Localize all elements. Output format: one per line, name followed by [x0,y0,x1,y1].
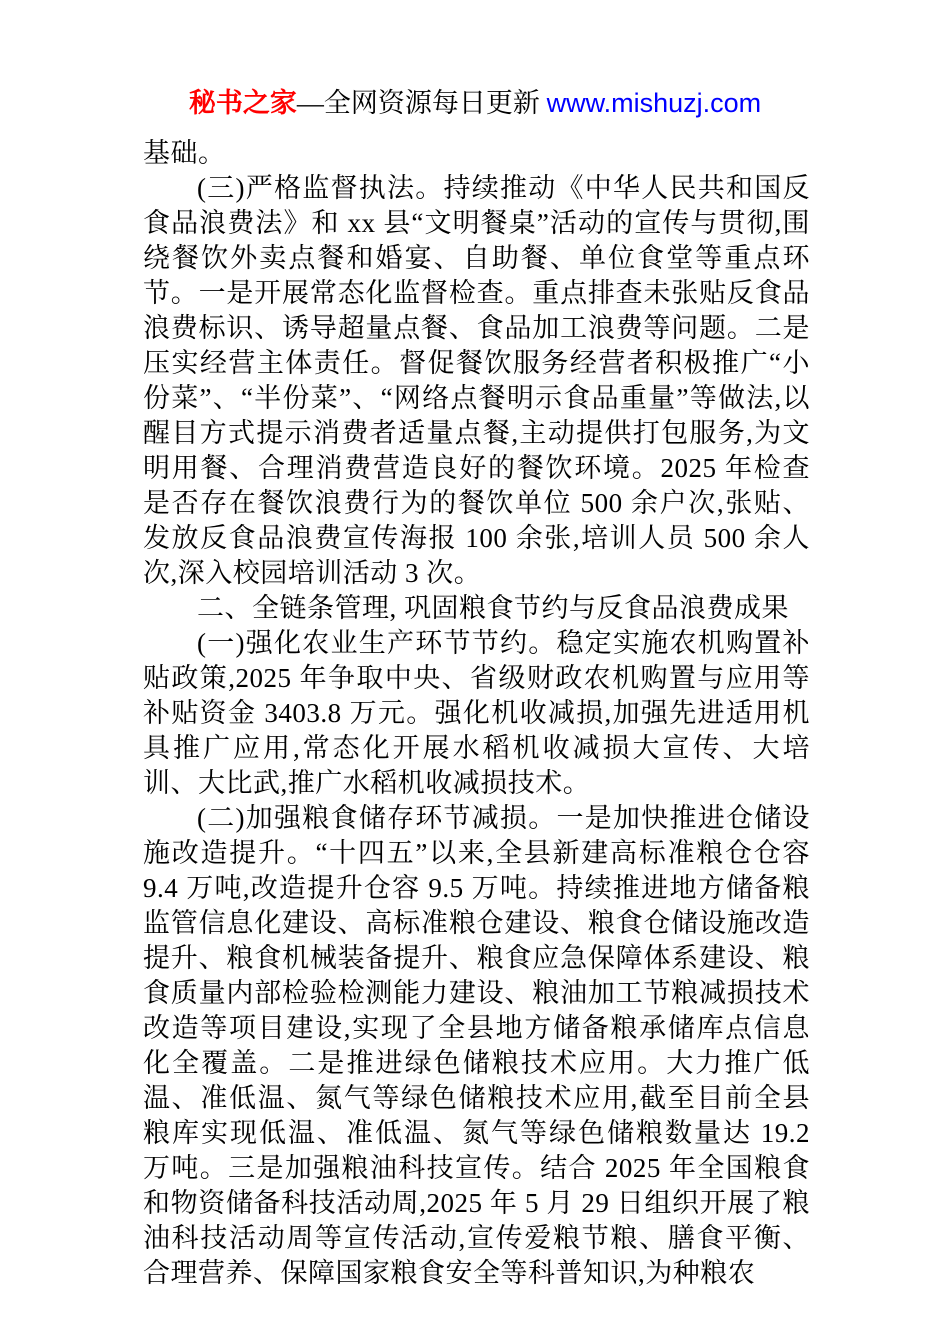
paragraph: (一)强化农业生产环节节约。稳定实施农机购置补贴政策,2025 年争取中央、省级财政农机购置与应用等补贴资金 3403.8 万元。强化机收减损,加强先进适用机具推广应用,常态化开展水稻机收减损大宣传、大培训、大比武,推广水稻机收减损技术。 [143,628,810,798]
document-body [143,136,810,1291]
site-url-link[interactable]: www.mishuzj.com [546,88,762,118]
paragraph: 基础。 [143,138,226,168]
site-header [0,86,950,120]
site-name: 秘书之家 [188,88,297,118]
paragraph: (二)加强粮食储存环节减损。一是加快推进仓储设施改造提升。“十四五”以来,全县新建高标准粮仓仓容 9.4 万吨,改造提升仓容 9.5 万吨。持续推进地方储备粮监管信息化建设、高标准粮仓建设、粮食仓储设施改造提升、粮食机械装备提升、粮食应急保障体系建设、粮食质量内部检验检测能力建设、粮油加工节粮减损技术改造等项目建设,实现了全县地方储备粮承储库点信息化全覆盖。二是推进绿色储粮技术应用。大力推广低温、准低温、氮气等绿色储粮技术应用,截至目前全县粮库实现低温、准低温、氮气等绿色储粮数量达 19.2 万吨。三是加强粮油科技宣传。结合 2025 年全国粮食和物资储备科技活动周,2025 年 5 月 29 日组织开展了粮油科技活动周等宣传活动,宣传爱粮节粮、膳食平衡、合理营养、保障国家粮食安全等科普知识,为种粮农 [143,803,810,1288]
paragraph: 二、全链条管理, 巩固粮食节约与反食品浪费成果 [197,593,789,623]
site-tagline: —全网资源每日更新 [296,88,547,118]
paragraph: (三)严格监督执法。持续推动《中华人民共和国反食品浪费法》和 xx 县“文明餐桌”活动的宣传与贯彻,围绕餐饮外卖点餐和婚宴、自助餐、单位食堂等重点环节。一是开展常态化监督检查。重点排查未张贴反食品浪费标识、诱导超量点餐、食品加工浪费等问题。二是压实经营主体责任。督促餐饮服务经营者积极推广“小份菜”、“半份菜”、“网络点餐明示食品重量”等做法,以醒目方式提示消费者适量点餐,主动提供打包服务,为文明用餐、合理消费营造良好的餐饮环境。2025 年检查是否存在餐饮浪费行为的餐饮单位 500 余户次,张贴、发放反食品浪费宣传海报 100 余张,培训人员 500 余人次,深入校园培训活动 3 次。 [143,173,810,588]
